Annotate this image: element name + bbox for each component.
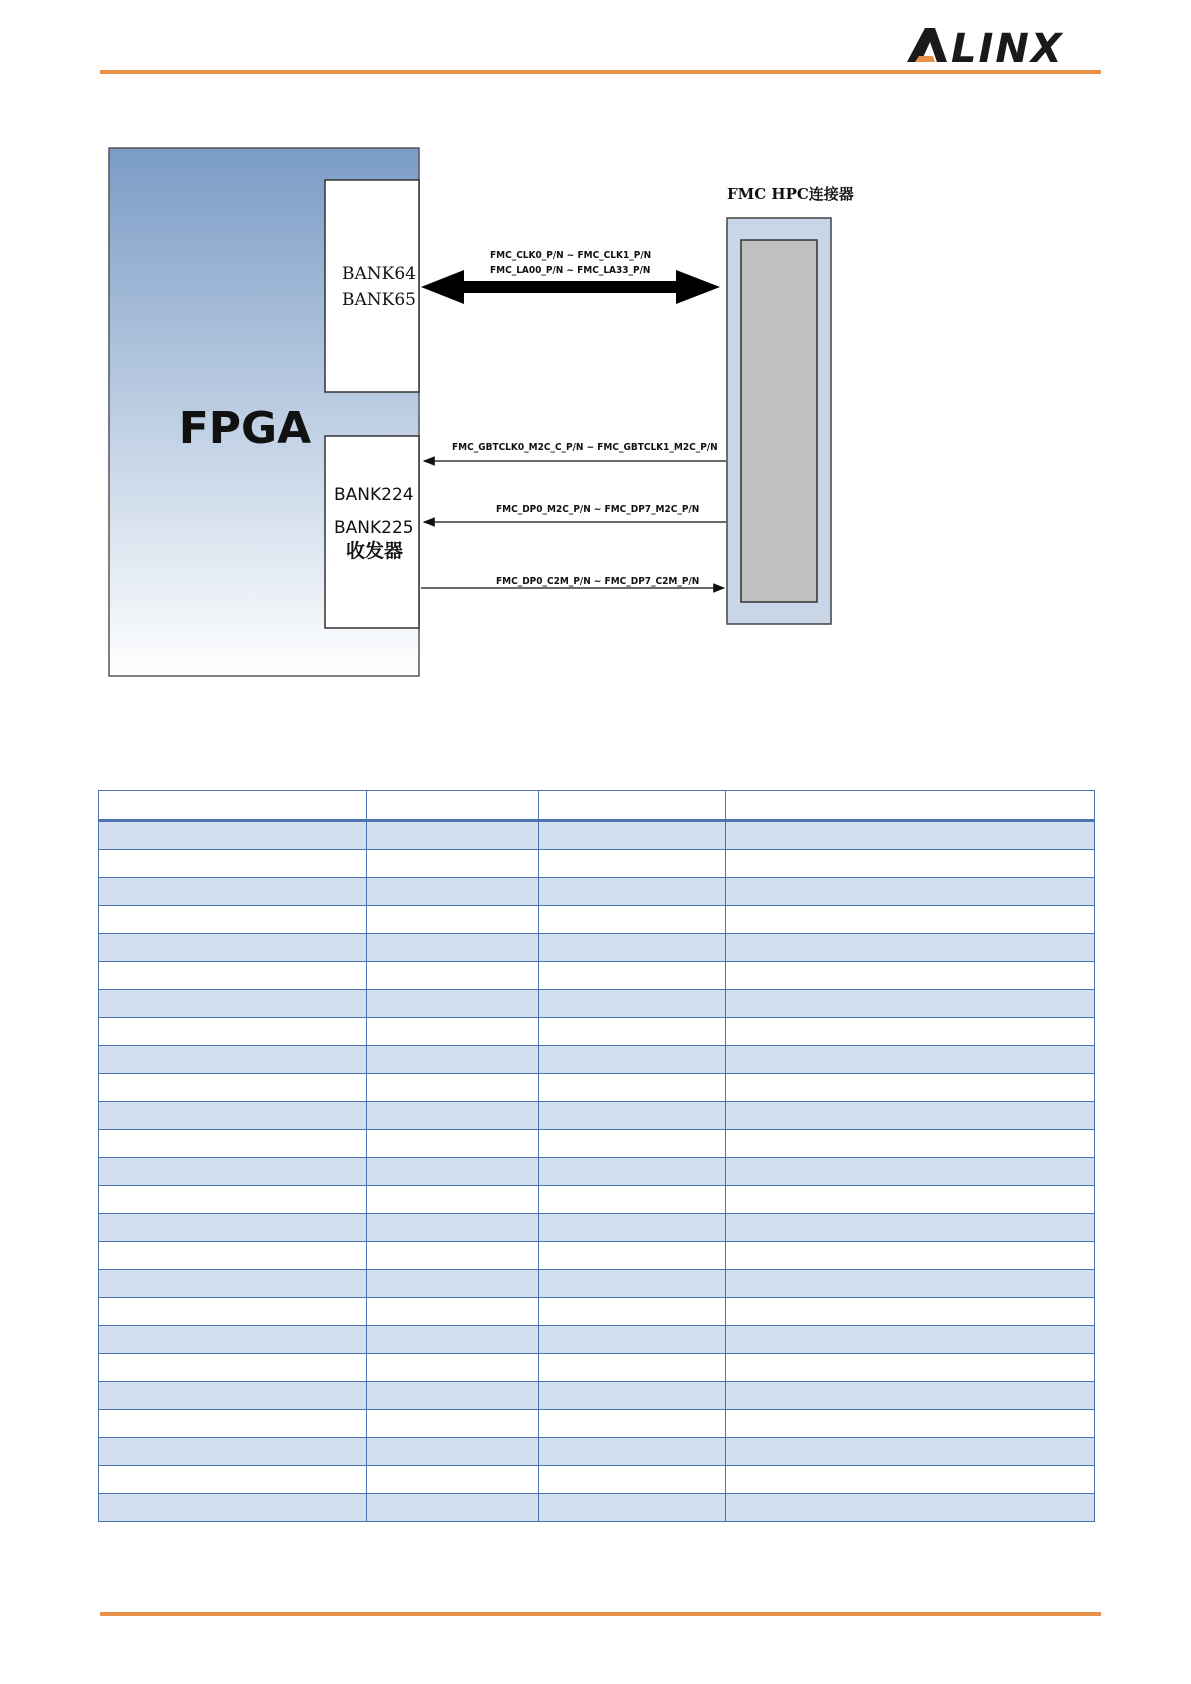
table-cell xyxy=(367,878,539,906)
table-row xyxy=(99,1046,1095,1074)
table-cell xyxy=(367,934,539,962)
bank-64-65-block xyxy=(325,180,419,392)
table-row xyxy=(99,1410,1095,1438)
table-cell xyxy=(367,1298,539,1326)
table-cell xyxy=(367,1494,539,1522)
bank-top-line1: BANK64 xyxy=(342,264,416,284)
table-cell xyxy=(99,850,367,878)
table-cell xyxy=(99,1354,367,1382)
table-cell xyxy=(367,850,539,878)
table-cell xyxy=(726,906,1095,934)
table-cell xyxy=(99,1410,367,1438)
table-cell xyxy=(99,1382,367,1410)
table-header-cell xyxy=(726,791,1095,821)
table-cell xyxy=(367,1186,539,1214)
table-row xyxy=(99,1018,1095,1046)
table-cell xyxy=(726,1186,1095,1214)
fpga-fmc-diagram xyxy=(0,0,1191,700)
table-row xyxy=(99,1158,1095,1186)
table-row xyxy=(99,1242,1095,1270)
table-cell xyxy=(539,990,726,1018)
table-cell xyxy=(726,1158,1095,1186)
table-row xyxy=(99,1270,1095,1298)
table-cell xyxy=(99,1018,367,1046)
table-cell xyxy=(539,1074,726,1102)
table-row xyxy=(99,1354,1095,1382)
table-cell xyxy=(539,1158,726,1186)
table-cell xyxy=(726,990,1095,1018)
table-cell xyxy=(99,878,367,906)
table-cell xyxy=(539,1410,726,1438)
table-cell xyxy=(726,1214,1095,1242)
table-cell xyxy=(99,1242,367,1270)
table-cell xyxy=(99,1130,367,1158)
bank-top-line2: BANK65 xyxy=(342,290,416,310)
table-cell xyxy=(367,821,539,850)
connector-label: FMC HPC连接器 xyxy=(727,185,854,203)
pin-assignment-table xyxy=(98,790,1095,1522)
gbtclk-signal: FMC_GBTCLK0_M2C_C_P/N ~ FMC_GBTCLK1_M2C_P/N xyxy=(452,442,718,453)
dp-c2m-signal: FMC_DP0_C2M_P/N ~ FMC_DP7_C2M_P/N xyxy=(496,576,700,587)
table-cell xyxy=(367,1074,539,1102)
table-cell xyxy=(99,821,367,850)
table-cell xyxy=(726,1354,1095,1382)
table-cell xyxy=(726,1466,1095,1494)
table-cell xyxy=(367,1130,539,1158)
table-cell xyxy=(539,878,726,906)
table-row xyxy=(99,1102,1095,1130)
table-cell xyxy=(367,1158,539,1186)
table-cell xyxy=(726,1494,1095,1522)
table-cell xyxy=(99,1214,367,1242)
bank-bottom-line1: BANK224 xyxy=(334,485,414,505)
table-cell xyxy=(539,906,726,934)
table-row xyxy=(99,878,1095,906)
table-cell xyxy=(99,1158,367,1186)
table-cell xyxy=(539,1242,726,1270)
table-cell xyxy=(726,1046,1095,1074)
table-cell xyxy=(539,1046,726,1074)
table-row xyxy=(99,1074,1095,1102)
table-cell xyxy=(539,1102,726,1130)
fpga-label: FPGA xyxy=(178,403,312,454)
table-cell xyxy=(539,1354,726,1382)
bank-bottom-line3: 收发器 xyxy=(346,540,404,562)
table-cell xyxy=(367,906,539,934)
table-cell xyxy=(99,906,367,934)
table-cell xyxy=(367,1214,539,1242)
table-header-row xyxy=(99,791,1095,821)
table-cell xyxy=(726,1382,1095,1410)
table-row xyxy=(99,821,1095,850)
table-cell xyxy=(99,1074,367,1102)
table-cell xyxy=(726,962,1095,990)
table-cell xyxy=(726,1438,1095,1466)
table-cell xyxy=(726,878,1095,906)
table-cell xyxy=(367,1046,539,1074)
table-cell xyxy=(726,1242,1095,1270)
table-row xyxy=(99,962,1095,990)
table-cell xyxy=(99,962,367,990)
table-cell xyxy=(539,934,726,962)
table-header-cell xyxy=(539,791,726,821)
table-cell xyxy=(539,1186,726,1214)
table-cell xyxy=(726,1298,1095,1326)
table-row xyxy=(99,1298,1095,1326)
table-cell xyxy=(367,1326,539,1354)
table-cell xyxy=(539,1326,726,1354)
table-row xyxy=(99,934,1095,962)
table-row xyxy=(99,1214,1095,1242)
table-cell xyxy=(99,1270,367,1298)
table-cell xyxy=(726,850,1095,878)
table-cell xyxy=(726,1018,1095,1046)
footer-rule xyxy=(100,1612,1101,1616)
table-cell xyxy=(726,1074,1095,1102)
table-cell xyxy=(99,1102,367,1130)
table-cell xyxy=(539,1382,726,1410)
table-cell xyxy=(539,1298,726,1326)
table-cell xyxy=(99,990,367,1018)
bank-bottom-line2: BANK225 xyxy=(334,518,414,538)
table-row xyxy=(99,906,1095,934)
table-cell xyxy=(367,1438,539,1466)
table-cell xyxy=(539,1438,726,1466)
table-header-cell xyxy=(367,791,539,821)
logo-text: LINX xyxy=(951,26,1064,66)
table-cell xyxy=(99,934,367,962)
table-cell xyxy=(726,1326,1095,1354)
table-cell xyxy=(726,934,1095,962)
table-cell xyxy=(367,1242,539,1270)
bus-signal-line2: FMC_LA00_P/N ~ FMC_LA33_P/N xyxy=(490,265,651,276)
table-row xyxy=(99,990,1095,1018)
table-cell xyxy=(99,1326,367,1354)
table-cell xyxy=(99,1494,367,1522)
table-cell xyxy=(539,1494,726,1522)
table-cell xyxy=(539,821,726,850)
bus-signal-line1: FMC_CLK0_P/N ~ FMC_CLK1_P/N xyxy=(490,250,652,261)
table-cell xyxy=(367,1354,539,1382)
table-row xyxy=(99,1466,1095,1494)
table-cell xyxy=(367,1410,539,1438)
table-cell xyxy=(539,850,726,878)
table-cell xyxy=(367,1382,539,1410)
table-row xyxy=(99,1382,1095,1410)
table-cell xyxy=(99,1298,367,1326)
table-cell xyxy=(539,1270,726,1298)
table-header-cell xyxy=(99,791,367,821)
table-cell xyxy=(367,1270,539,1298)
table-cell xyxy=(539,962,726,990)
table-cell xyxy=(99,1046,367,1074)
table-cell xyxy=(367,962,539,990)
table-row xyxy=(99,850,1095,878)
table-cell xyxy=(539,1214,726,1242)
table-cell xyxy=(367,1466,539,1494)
table-row xyxy=(99,1438,1095,1466)
table-cell xyxy=(726,1130,1095,1158)
table-cell xyxy=(726,1410,1095,1438)
dp-m2c-signal: FMC_DP0_M2C_P/N ~ FMC_DP7_M2C_P/N xyxy=(496,504,700,515)
table-cell xyxy=(726,1102,1095,1130)
table-cell xyxy=(367,1102,539,1130)
fmc-connector-inner xyxy=(741,240,817,602)
table-row xyxy=(99,1186,1095,1214)
table-cell xyxy=(367,990,539,1018)
table-cell xyxy=(726,821,1095,850)
table-cell xyxy=(539,1130,726,1158)
table-cell xyxy=(539,1466,726,1494)
table-cell xyxy=(99,1186,367,1214)
table-cell xyxy=(367,1018,539,1046)
table-cell xyxy=(539,1018,726,1046)
table-row xyxy=(99,1326,1095,1354)
table-cell xyxy=(726,1270,1095,1298)
table-cell xyxy=(99,1466,367,1494)
table-row xyxy=(99,1494,1095,1522)
table-row xyxy=(99,1130,1095,1158)
table-cell xyxy=(99,1438,367,1466)
